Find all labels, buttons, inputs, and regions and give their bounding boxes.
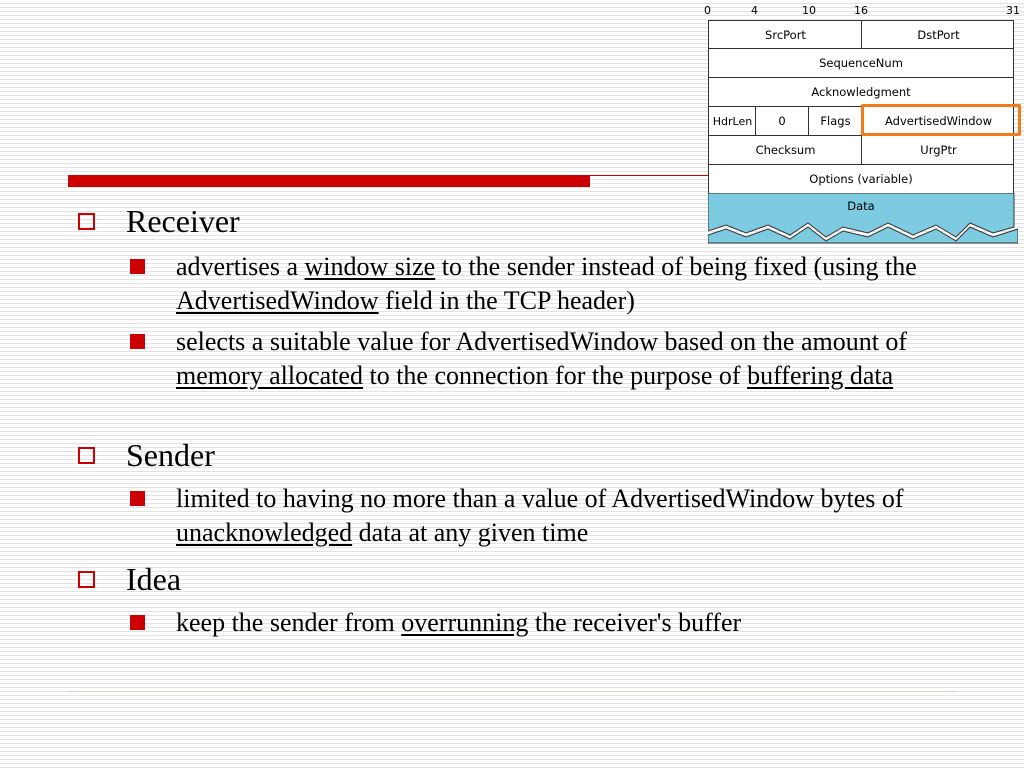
text-run: data at any given time xyxy=(352,518,589,547)
underlined-term: window size xyxy=(304,252,436,281)
hollow-square-bullet-icon xyxy=(78,213,95,230)
advertised-window-field: AdvertisedWindow xyxy=(861,107,1015,135)
header-row-ack xyxy=(708,78,1014,107)
bullet-text xyxy=(176,250,956,318)
data-section xyxy=(708,193,1014,247)
bit-number-4: 4 xyxy=(751,4,758,17)
tcp-header-diagram xyxy=(704,0,1024,250)
text-run: field in the TCP header) xyxy=(378,286,635,315)
filled-square-bullet-icon xyxy=(130,334,145,349)
bullet-text xyxy=(176,482,956,550)
header-row-ports xyxy=(708,20,1014,49)
title-underline-thin xyxy=(590,175,708,176)
heading-text: Sender xyxy=(126,437,215,473)
hollow-square-bullet-icon xyxy=(78,571,95,588)
bullet-text xyxy=(176,606,956,640)
text-run: to the connection for the purpose of xyxy=(362,361,748,390)
filled-square-bullet-icon xyxy=(130,615,145,630)
footer-divider xyxy=(68,691,956,692)
bit-number-31: 31 xyxy=(1006,4,1020,17)
header-row-options xyxy=(708,165,1014,194)
urg-ptr-field: UrgPtr xyxy=(861,136,1015,164)
text-run: selects a suitable value for AdvertisedWindow based on the amount of xyxy=(176,327,908,356)
underlined-term: overrunning xyxy=(401,608,529,637)
bit-number-16: 16 xyxy=(854,4,868,17)
dst-port-field: DstPort xyxy=(861,21,1015,48)
underlined-term: unacknowledged xyxy=(176,518,353,547)
reserved-zero-field: 0 xyxy=(755,107,808,135)
text-run: advertises a xyxy=(176,252,305,281)
text-run: limited to having no more than a value of AdvertisedWindow bytes of xyxy=(176,484,904,513)
checksum-field: Checksum xyxy=(755,143,816,157)
data-field-label: Data xyxy=(847,199,875,213)
text-run: to the sender instead of being fixed (using the xyxy=(435,252,917,281)
advertised-window-highlight xyxy=(861,104,1021,136)
options-field: Options (variable) xyxy=(809,172,913,186)
heading-text: Receiver xyxy=(126,203,240,239)
bullet-text xyxy=(176,325,956,393)
heading-text: Idea xyxy=(126,561,182,597)
flags-field: Flags xyxy=(808,107,862,135)
bit-number-0: 0 xyxy=(704,4,711,17)
sequence-num-field: SequenceNum xyxy=(819,56,903,70)
src-port-field: SrcPort xyxy=(765,27,806,42)
text-run: the receiver's buffer xyxy=(528,608,742,637)
text-run: keep the sender from xyxy=(176,608,402,637)
underlined-term: memory allocated xyxy=(176,361,363,390)
underlined-term: buffering data xyxy=(747,361,894,390)
filled-square-bullet-icon xyxy=(130,259,145,274)
acknowledgment-field: Acknowledgment xyxy=(811,85,911,99)
header-row-checksum xyxy=(708,136,1014,165)
bit-number-10: 10 xyxy=(802,4,816,17)
filled-square-bullet-icon xyxy=(130,491,145,506)
hdr-len-field: HdrLen xyxy=(712,114,753,128)
title-underline-bar xyxy=(68,175,590,187)
underlined-term: AdvertisedWindow xyxy=(176,286,379,315)
hollow-square-bullet-icon xyxy=(78,447,95,464)
header-row-sequence xyxy=(708,49,1014,78)
